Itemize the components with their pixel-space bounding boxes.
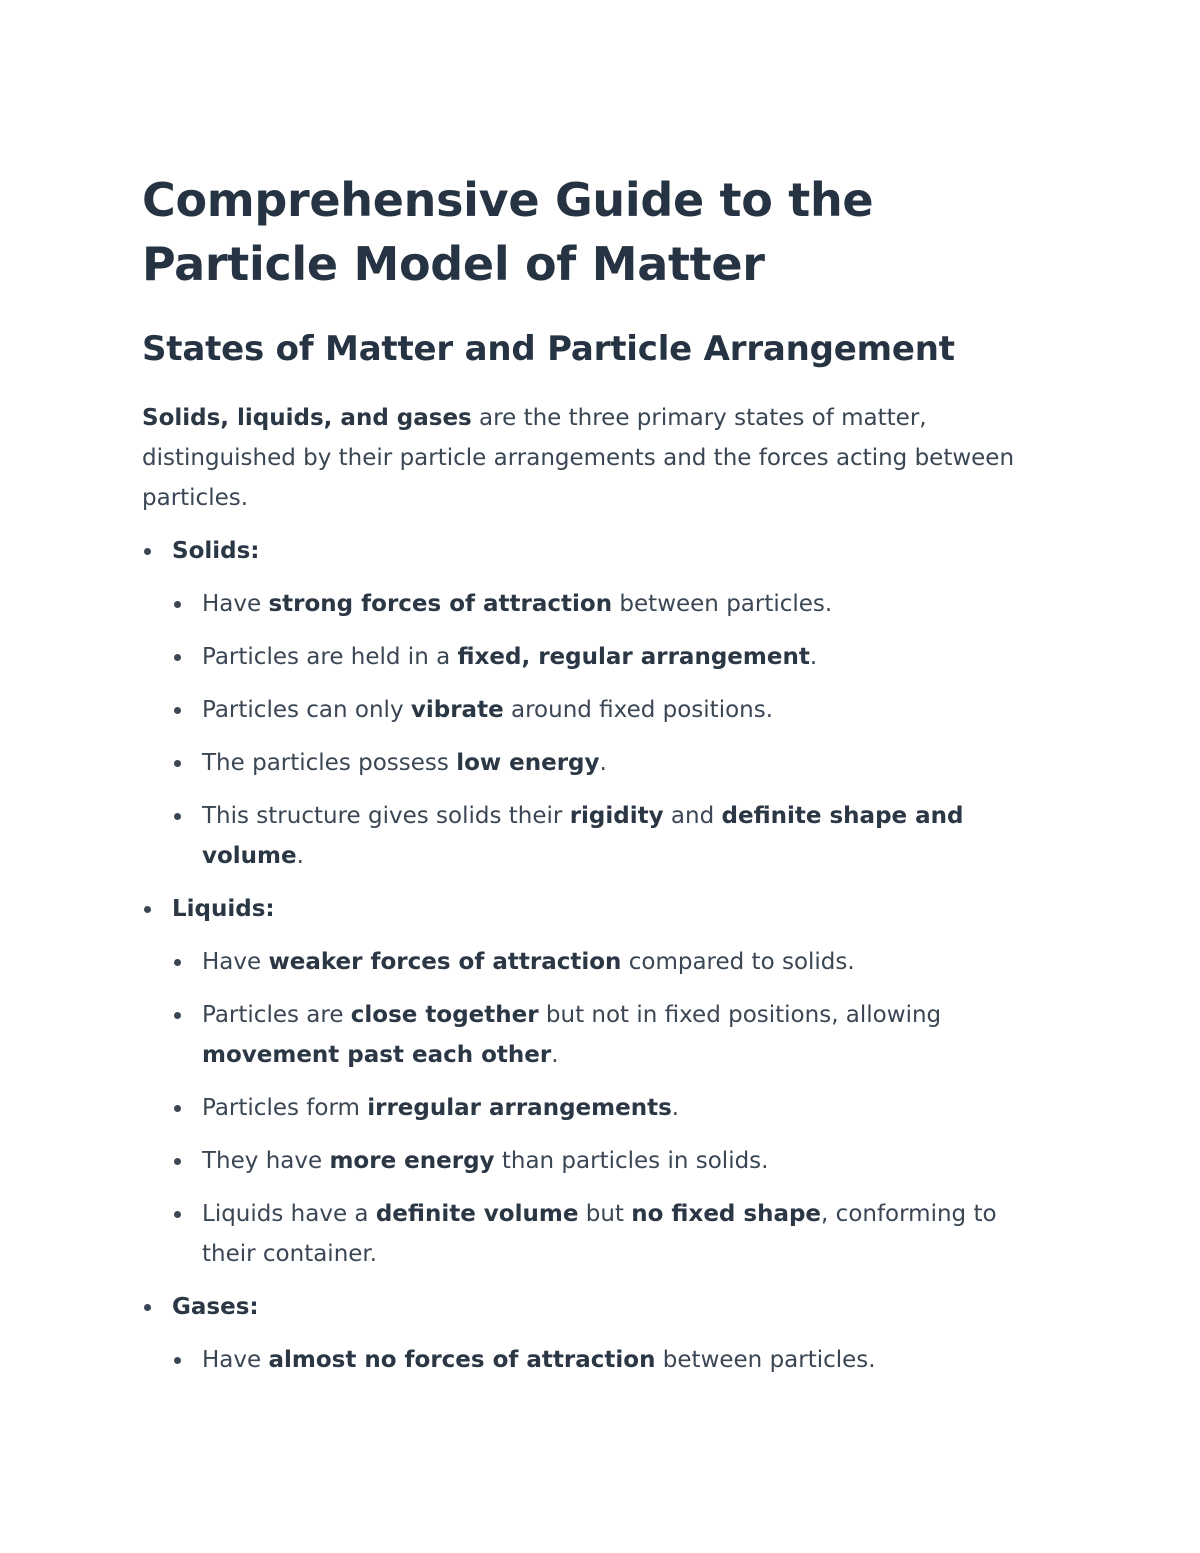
detail-bold-text: definite volume: [375, 1201, 579, 1227]
bullet-icon: [174, 1012, 181, 1019]
intro-text: are the three primary states of matter, distinguished by their particle arrangements and the forces acting between particles.: [142, 405, 1015, 511]
bullet-icon: [174, 1357, 181, 1364]
bullet-icon: [174, 1211, 181, 1218]
detail-bold-text: rigidity: [569, 803, 664, 829]
detail-item: [172, 743, 1050, 783]
detail-text: .: [809, 644, 818, 670]
detail-bold-text: fixed, regular arrangement: [457, 644, 810, 670]
bullet-icon: [174, 601, 181, 608]
detail-bold-text: more energy: [329, 1148, 495, 1174]
bullet-icon: [174, 1105, 181, 1112]
detail-text: This structure gives solids their: [202, 803, 570, 829]
states-list: [142, 531, 1050, 1380]
detail-text: .: [599, 750, 607, 776]
page-title: Comprehensive Guide to the Particle Model of Matter: [142, 173, 874, 291]
intro-bold: Solids, liquids, and gases: [142, 405, 472, 431]
bullet-icon: [174, 654, 181, 661]
bullet-icon: [144, 1304, 151, 1311]
detail-bold-text: movement past each other: [202, 1042, 552, 1068]
state-item: [142, 889, 1050, 1274]
detail-item: [172, 942, 1050, 982]
intro-paragraph: [142, 398, 1050, 518]
detail-item: [172, 584, 1050, 624]
detail-bold-text: irregular arrangements: [367, 1095, 672, 1121]
detail-text: .: [671, 1095, 680, 1121]
detail-text: .: [296, 843, 304, 869]
detail-text: between particles.: [612, 591, 833, 617]
detail-text: The particles possess: [202, 750, 457, 776]
detail-item: [172, 1340, 1050, 1380]
detail-item: [172, 796, 1050, 876]
detail-text: Particles form: [202, 1095, 368, 1121]
state-label: Solids:: [172, 538, 260, 564]
detail-item: [172, 1088, 1050, 1128]
state-details-list: [172, 584, 1050, 876]
state-item: [142, 531, 1050, 876]
section-heading: States of Matter and Particle Arrangement: [142, 329, 955, 369]
detail-text: Have: [202, 1347, 269, 1373]
detail-text: , conforming to their container.: [202, 1201, 997, 1267]
state-label: Gases:: [172, 1294, 259, 1320]
bullet-icon: [174, 813, 181, 820]
detail-bold-text: almost no forces of attraction: [268, 1347, 656, 1373]
state-label: Liquids:: [172, 896, 275, 922]
detail-text: compared to solids.: [621, 949, 855, 975]
detail-bold-text: vibrate: [410, 697, 504, 723]
detail-item: [172, 637, 1050, 677]
bullet-icon: [144, 548, 151, 555]
detail-text: between particles.: [655, 1347, 876, 1373]
detail-item: [172, 690, 1050, 730]
detail-bold-text: close together: [350, 1002, 539, 1028]
bullet-icon: [144, 906, 151, 913]
detail-text: but: [578, 1201, 632, 1227]
bullet-icon: [174, 1158, 181, 1165]
detail-bold-text: weaker forces of attraction: [268, 949, 622, 975]
bullet-icon: [174, 959, 181, 966]
detail-text: .: [551, 1042, 559, 1068]
bullet-icon: [174, 760, 181, 767]
bullet-icon: [174, 707, 181, 714]
state-details-list: [172, 942, 1050, 1274]
detail-text: Have: [202, 591, 269, 617]
detail-text: and: [663, 803, 722, 829]
detail-text: They have: [202, 1148, 330, 1174]
detail-item: [172, 1141, 1050, 1181]
state-item: [142, 1287, 1050, 1380]
detail-text: Particles are held in a: [202, 644, 458, 670]
detail-text: Particles can only: [202, 697, 411, 723]
detail-bold-text: low energy: [456, 750, 600, 776]
detail-text: Particles are: [202, 1002, 351, 1028]
detail-bold-text: definite shape and volume: [202, 803, 964, 869]
detail-text: around fixed positions.: [503, 697, 774, 723]
detail-text: Liquids have a: [202, 1201, 376, 1227]
detail-bold-text: no fixed shape: [631, 1201, 822, 1227]
detail-item: [172, 1194, 1050, 1274]
detail-text: Have: [202, 949, 269, 975]
detail-item: [172, 995, 1050, 1075]
state-details-list: [172, 1340, 1050, 1380]
detail-text: than particles in solids.: [494, 1148, 769, 1174]
detail-bold-text: strong forces of attraction: [268, 591, 613, 617]
detail-text: but not in fixed positions, allowing: [538, 1002, 942, 1028]
